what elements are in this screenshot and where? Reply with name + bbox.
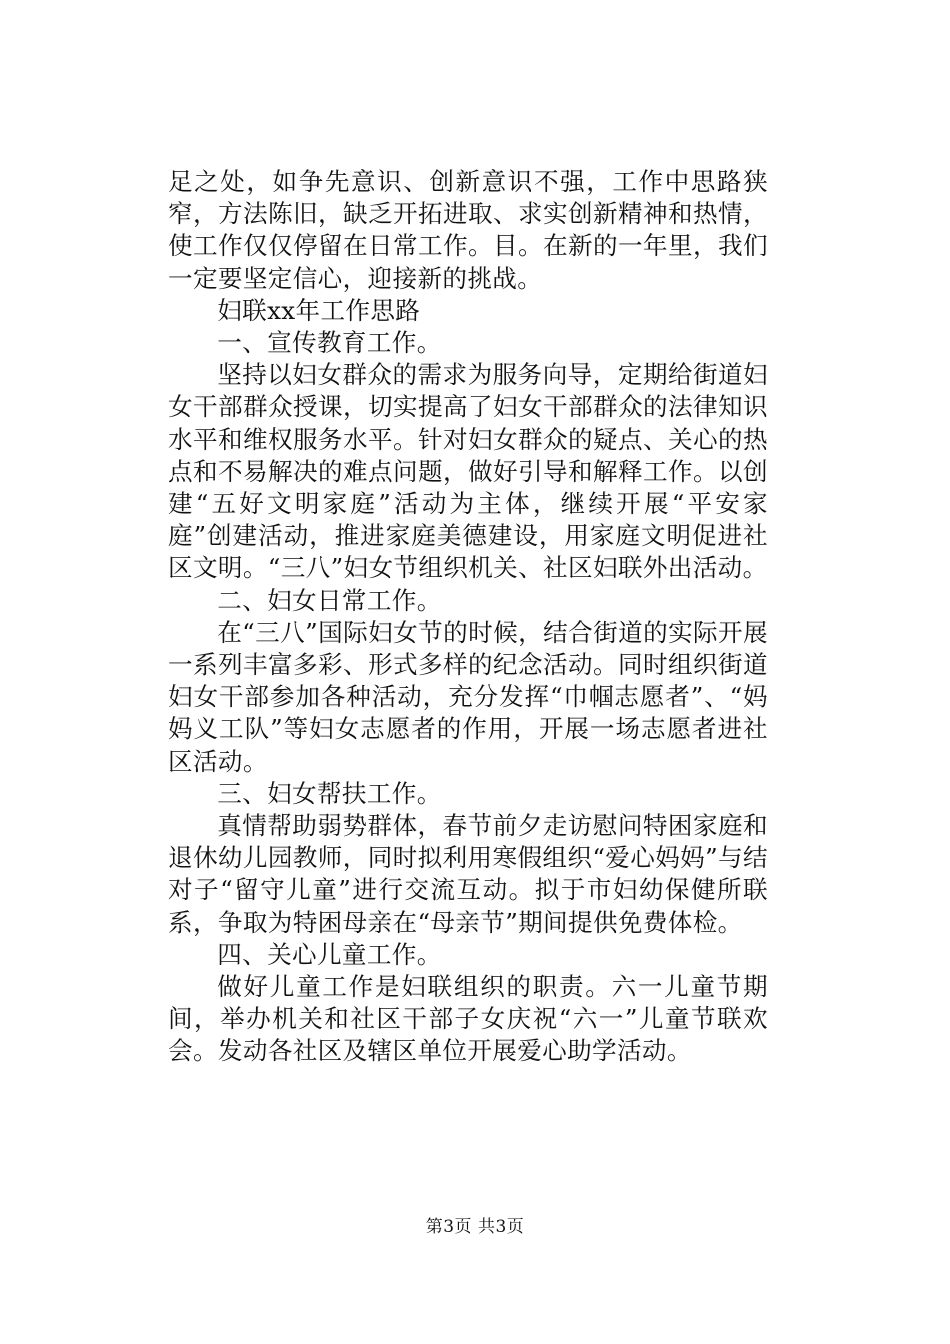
heading-assistance-work: 三、妇女帮扶工作。 [217,778,442,808]
heading-children-work: 四、关心儿童工作。 [217,939,442,969]
paragraph-assistance-work: 真情帮助弱势群体，春节前夕走访慰问特困家庭和退休幼儿园教师，同时拟利用寒假组织“爱心妈妈”与结对子“留守儿童”进行交流互动。拟于市妇幼保健所联系，争取为特困母亲在“母亲节”期间提供免费体检。 [168,811,768,937]
section-title: 妇联xx年工作思路 [217,295,421,325]
paragraph-daily-work: 在“三八”国际妇女节的时候，结合街道的实际开展一系列丰富多彩、形式多样的纪念活动。同时组织街道妇女干部参加各种活动，充分发挥“巾帼志愿者”、“妈妈义工队”等妇女志愿者的作用，开展一场志愿者进社区活动。 [168,617,768,776]
paragraph-publicity-education: 坚持以妇女群众的需求为服务向导，定期给街道妇女干部群众授课，切实提高了妇女干部群众的法律知识水平和维权服务水平。针对妇女群众的疑点、关心的热点和不易解决的难点问题，做好引导和解释工作。以创建“五好文明家庭”活动为主体，继续开展“平安家庭”创建活动，推进家庭美德建设，用家庭文明促进社区文明。“三八”妇女节组织机关、社区妇联外出活动。 [168,360,768,583]
heading-publicity-education: 一、宣传教育工作。 [217,328,442,358]
heading-daily-work: 二、妇女日常工作。 [217,585,442,615]
page-number-footer: 第3页 共3页 [425,1217,525,1237]
paragraph-children-work: 做好儿童工作是妇联组织的职责。六一儿童节期间，举办机关和社区干部子女庆祝“六一”儿童节联欢会。发动各社区及辖区单位开展爱心助学活动。 [168,972,768,1066]
paragraph-continuation: 足之处，如争先意识、创新意识不强，工作中思路狭窄，方法陈旧，缺乏开拓进取、求实创新精神和热情，使工作仅仅停留在日常工作。目。在新的一年里，我们一定要坚定信心，迎接新的挑战。 [168,167,768,293]
document-body [168,166,768,1068]
